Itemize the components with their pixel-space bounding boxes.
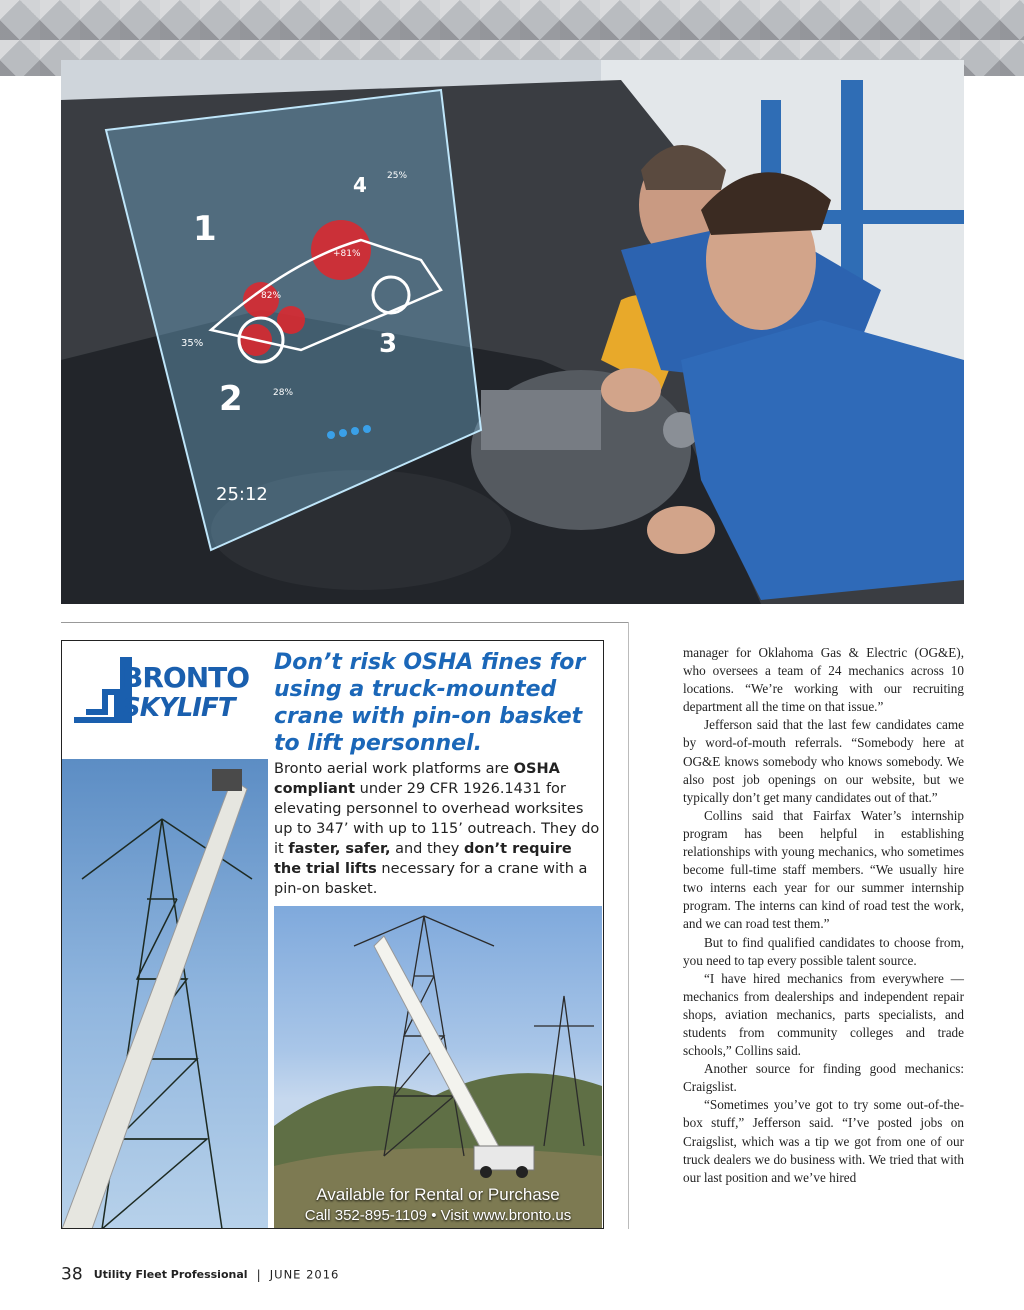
magazine-title: Utility Fleet Professional bbox=[93, 1268, 248, 1281]
boom-tower-photo bbox=[62, 759, 268, 1229]
overlay-number-3: 3 bbox=[379, 329, 398, 359]
issue-date: JUNE 2016 bbox=[269, 1267, 340, 1282]
brand-line-2: SKYLIFT bbox=[122, 693, 235, 723]
ad-body-bold: don’t require the trial lifts bbox=[274, 841, 572, 877]
overlay-readout-5: 25% bbox=[387, 171, 408, 181]
page-number: 38 bbox=[61, 1264, 83, 1285]
article-paragraph: But to find qualified candidates to choose from, you need to tap every possible talent source. bbox=[683, 934, 964, 968]
ad-body-bold: faster, safer, bbox=[288, 841, 391, 857]
article-column bbox=[683, 644, 964, 1187]
overlay-readout-4: 28% bbox=[273, 388, 294, 398]
ad-body-text: under 29 CFR 1926.1431 for elevating personnel to overhead worksites up to 347’ with up to 115’ outreach. They do it bbox=[274, 781, 600, 857]
page-footer bbox=[61, 1264, 339, 1284]
column-rule bbox=[628, 622, 629, 1229]
article-paragraph: “I have hired mechanics from everywhere — mechanics from dealerships and independent repair shops, aviation mechanics, parts specialists, and students from community colleges and trade schools,” Collins said. bbox=[683, 970, 964, 1059]
crane-mountain-photo bbox=[274, 906, 602, 1228]
ad-body-bold: OSHA compliant bbox=[274, 761, 560, 797]
article-paragraph: manager for Oklahoma Gas & Electric (OG&E), who oversees a team of 24 mechanics across 10 locations. “We’re working with our recruiting department all the time on that issue.” bbox=[683, 645, 964, 715]
overlay-readout-2: 82% bbox=[261, 291, 282, 301]
article-paragraph: Jefferson said that the last few candidates came by word-of-mouth referrals. “Somebody here at OG&E knows somebody who knows somebody. We also post job openings on our website, but we typically don’t get many candidates out of that.” bbox=[683, 717, 964, 805]
footer-separator: | bbox=[256, 1267, 261, 1282]
brand-line-1: BRONTO bbox=[122, 661, 250, 694]
mechanics-engine-photo bbox=[61, 60, 964, 604]
overlay-readout-1: +81% bbox=[333, 249, 361, 259]
ad-rental-line: Available for Rental or Purchase bbox=[316, 1185, 560, 1204]
article-paragraph: Collins said that Fairfax Water’s internship program has been helpful in establishing relationships with young mechanics, who sometimes become full-time staff members. “We usually hire two interns each year for our summer internship program. The interns can kind of road test the work, and we can road test them.” bbox=[683, 807, 964, 932]
overlay-number-2: 2 bbox=[219, 379, 243, 419]
overlay-number-4: 4 bbox=[353, 173, 367, 197]
article-paragraph: “Sometimes you’ve got to try some out-of-the-box stuff,” Jefferson said. “I’ve posted jobs on Craigslist, which was a tip we got from one of our truck dealers we do business with. We tried that with our last position and we’ve hired bbox=[683, 1097, 964, 1185]
overlay-number-1: 1 bbox=[193, 209, 217, 249]
bronto-skylift-logo bbox=[72, 655, 248, 727]
section-rule bbox=[61, 622, 628, 623]
ad-body-text: Bronto aerial work platforms are bbox=[274, 761, 514, 777]
ad-body-text: and they bbox=[390, 841, 464, 857]
ad-body-text: necessary for a crane with a pin-on basket. bbox=[274, 861, 588, 897]
ad-headline: Don’t risk OSHA fines for using a truck-mounted crane with pin-on basket to lift personnel. bbox=[274, 650, 586, 756]
bronto-skylift-advertisement bbox=[61, 640, 604, 1229]
overlay-time: 25:12 bbox=[216, 484, 268, 505]
ad-contact-line: Call 352-895-1109 • Visit www.bronto.us bbox=[304, 1207, 572, 1224]
overlay-readout-3: 35% bbox=[181, 338, 204, 349]
article-paragraph: Another source for finding good mechanics: Craigslist. bbox=[683, 1061, 964, 1095]
ad-body bbox=[274, 759, 600, 899]
